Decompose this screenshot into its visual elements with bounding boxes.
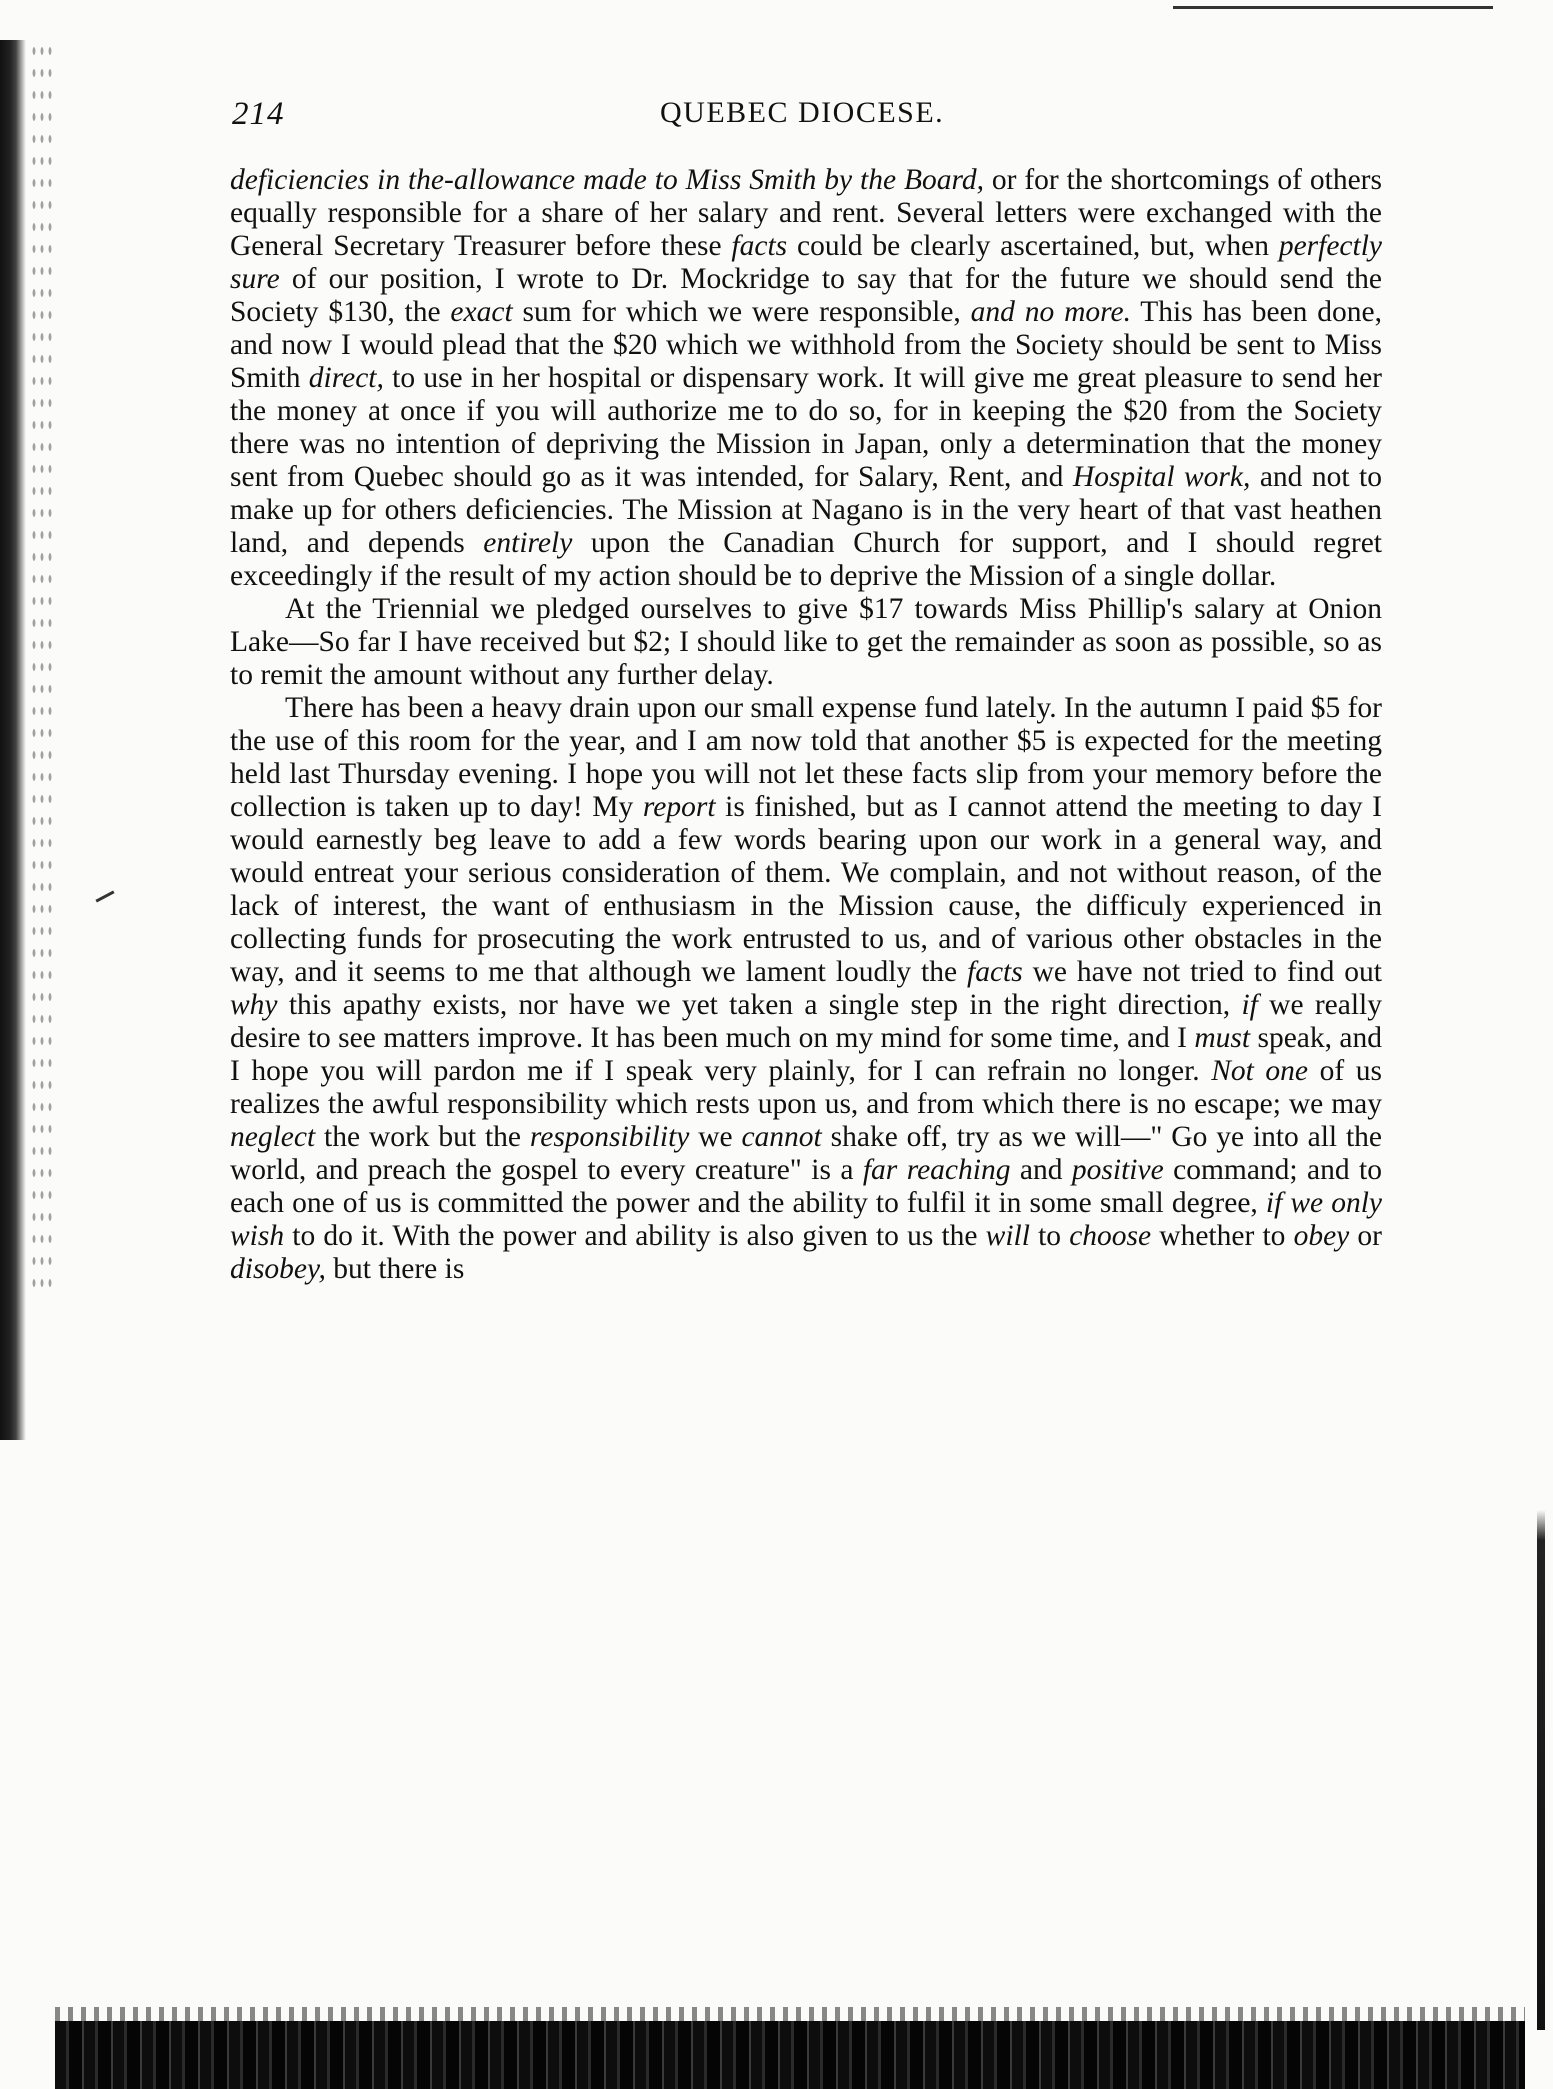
italic-run: deficiencies in the-allowance made to Miss Smith by the Board, (230, 164, 984, 196)
body-text (230, 164, 1382, 1286)
italic-run: perfectly sure (230, 230, 1383, 295)
top-edge-rule (1173, 6, 1493, 9)
italic-run: disobey, (230, 1253, 326, 1285)
binding-speckle (30, 40, 54, 1290)
italic-run: must (1194, 1022, 1251, 1054)
text-run: the work but the (315, 1121, 530, 1153)
text-run: whether to (1151, 1220, 1294, 1252)
italic-run: direct, (308, 362, 384, 394)
text-run: could be clearly ascertained, but, when (787, 230, 1279, 262)
text-run: There has been a heavy drain upon our small expense fund lately. In the autumn I paid $5 for the use of this room for the year, and I am now told that another $5 is expected for the meeting held last Thursday evening. I hope you will not let these facts slip from your memory before the collection is taken up to day! My (230, 692, 1382, 823)
text-run: At the Triennial we pledged ourselves to give $17 towards Miss Phillip's salary at Onion Lake—So far I have received but $2; I should like to get the remainder as soon as possible, so as to remit the amount without any further delay. (230, 593, 1382, 691)
text-run: to (1029, 1220, 1070, 1252)
italic-run: Hospital work, (1072, 461, 1251, 493)
italic-run: Not one (1211, 1055, 1309, 1087)
italic-run: why (230, 989, 278, 1021)
binding-shadow (0, 40, 26, 1440)
bottom-scan-artifact (55, 2021, 1525, 2089)
italic-run: if we only wish (230, 1187, 1382, 1252)
text-run: we really desire to see matters improve. It has been much on my mind for some time, and I (230, 989, 1382, 1054)
italic-run: cannot (741, 1121, 822, 1153)
italic-run: obey (1293, 1220, 1350, 1252)
italic-run: entirely (483, 527, 573, 559)
italic-run: facts (967, 956, 1023, 988)
italic-run: neglect (230, 1121, 316, 1153)
text-run: of us realizes the awful responsibility which rests upon us, and from which there is no escape; we may (230, 1055, 1382, 1120)
text-run: or (1349, 1220, 1382, 1252)
text-run: we (689, 1121, 742, 1153)
text-block (230, 96, 1382, 1286)
italic-run: choose (1069, 1220, 1152, 1252)
text-run: This has been done, and now I would plead that the $20 which we withhold from the Society should be sent to Miss Smith (230, 296, 1382, 394)
italic-run: exact (450, 296, 513, 328)
text-run: of our position, I wrote to Dr. Mockridge to say that for the future we should send the Society $130, the (230, 263, 1382, 328)
italic-run: responsibility (529, 1121, 690, 1153)
text-run: sum for which we were responsible, (512, 296, 971, 328)
page-header (230, 96, 1382, 154)
text-run: speak, and I hope you will pardon me if I speak very plainly, for I can refrain no longer. (230, 1022, 1382, 1087)
text-run: to do it. With the power and ability is also given to us the (284, 1220, 986, 1252)
running-head: QUEBEC DIOCESE. (660, 96, 945, 129)
italic-run: facts (731, 230, 788, 262)
text-run: and not to make up for others deficiencies. The Mission at Nagano is in the very heart of that vast heathen land, and depends (230, 461, 1382, 559)
italic-run: if (1241, 989, 1258, 1021)
text-run: but there is (325, 1253, 465, 1285)
italic-run: and no more. (970, 296, 1131, 328)
text-run: to use in her hospital or dispensary work. It will give me great pleasure to send her the money at once if you will authorize me to do so, for in keeping the $20 from the Society there was no intention of depriving the Mission in Japan, only a determination that the money sent from Quebec should go as it was intended, for Salary, Rent, and (230, 362, 1382, 493)
text-run: we have not tried to find out (1022, 956, 1382, 988)
bottom-scan-fringe (55, 2007, 1525, 2021)
right-edge-shadow (1537, 1510, 1545, 2030)
paragraph (230, 164, 1382, 593)
page-number: 214 (232, 96, 285, 132)
text-run: and (1010, 1154, 1072, 1186)
paragraph (230, 692, 1382, 1286)
italic-run: will (985, 1220, 1030, 1252)
paragraph (230, 593, 1382, 692)
text-run: this apathy exists, nor have we yet taken a single step in the right direction, (277, 989, 1242, 1021)
stray-mark (95, 890, 114, 902)
italic-run: far reaching (862, 1154, 1011, 1186)
text-run: command; and to each one of us is committed the power and the ability to fulfil it in some small degree, (230, 1154, 1383, 1219)
text-run: shake off, try as we will—" Go ye into all the world, and preach the gospel to every creature" is a (230, 1121, 1383, 1186)
text-run: is finished, but as I cannot attend the meeting to day I would earnestly beg leave to add a few words bearing upon our work in a general way, and would entreat your serious consideration of them. We complain, and not without reason, of the lack of interest, the want of enthusiasm in the Mission cause, the difficuly experienced in collecting funds for prosecuting the work entrusted to us, and of various other obstacles in the way, and it seems to me that although we lament loudly the (230, 791, 1383, 988)
italic-run: positive (1071, 1154, 1164, 1186)
italic-run: report (642, 791, 716, 823)
text-run: upon the Canadian Church for support, and I should regret exceedingly if the result of my action should be to deprive the Mission of a single dollar. (230, 527, 1382, 592)
text-run: or for the shortcomings of others equally responsible for a share of her salary and rent. Several letters were exchanged with the General Secretary Treasurer before these (230, 164, 1382, 262)
